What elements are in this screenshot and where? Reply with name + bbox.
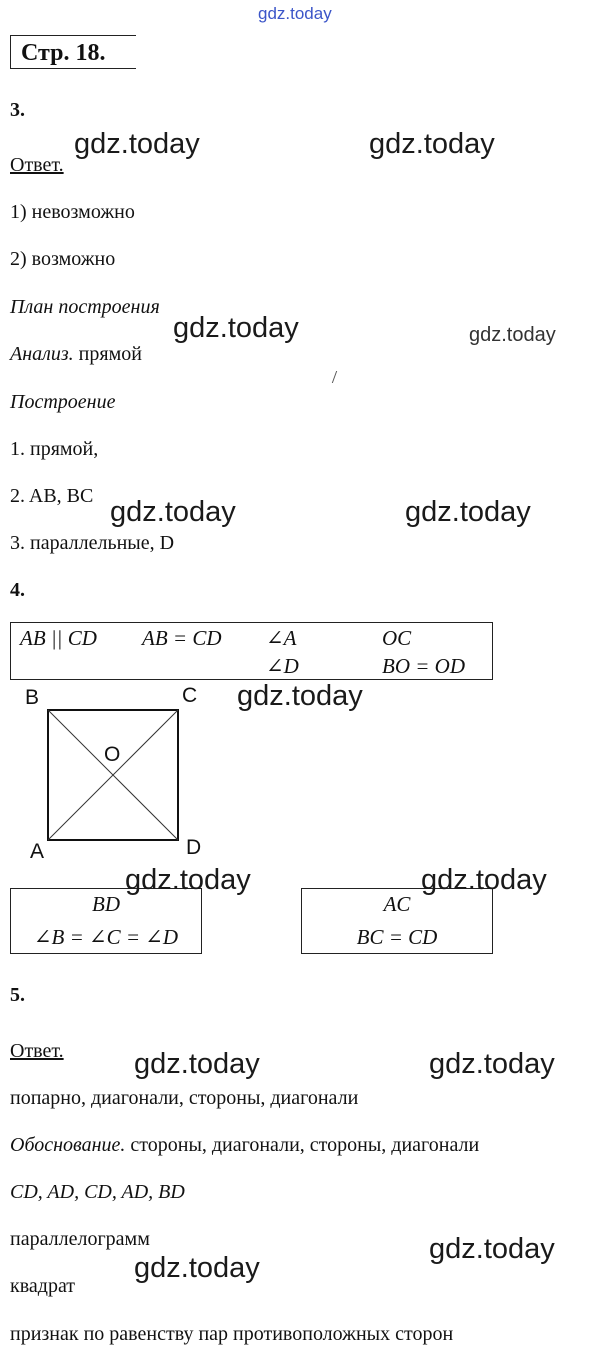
task3-step2: 2. AB, BC (10, 485, 94, 507)
task5-justification (10, 1133, 479, 1157)
task3-analysis-text: прямой (78, 343, 142, 365)
watermark: gdz.today (429, 1233, 555, 1265)
watermark-top: gdz.today (258, 4, 332, 23)
task5-answer-label: Ответ. (10, 1040, 64, 1062)
task4-box-c3a: ∠A (266, 626, 297, 650)
task5-line1: попарно, диагонали, стороны, диагонали (10, 1087, 359, 1109)
task5-line6: признак по равенству пар противоположных сторон (10, 1323, 454, 1345)
watermark: gdz.today (421, 864, 547, 896)
watermark: gdz.today (125, 864, 251, 896)
task4-number: 4. (10, 579, 25, 601)
task5-line3: CD, AD, CD, AD, BD (10, 1181, 185, 1203)
task3-item2: 2) возможно (10, 248, 116, 270)
task4-box-c4a: OC (382, 626, 412, 650)
watermark: gdz.today (429, 1048, 555, 1080)
stray-mark (332, 371, 339, 383)
task3-number: 3. (10, 99, 25, 121)
task5-line5: квадрат (10, 1275, 76, 1297)
task5-line4: параллелограмм (10, 1228, 150, 1250)
task4-box-c1: AB || CD (20, 626, 97, 650)
task3-step3: 3. параллельные, D (10, 532, 175, 554)
watermark: gdz.today (369, 128, 495, 160)
task5-number: 5. (10, 984, 25, 1006)
task3-analysis-label: Анализ. (10, 343, 74, 365)
task4-box-c4b: BO = OD (382, 654, 465, 678)
watermark: gdz.today (74, 128, 200, 160)
watermark: gdz.today (110, 496, 236, 528)
task4-box-left-line2: ∠B = ∠C = ∠D (33, 925, 179, 949)
task3-item1: 1) невозможно (10, 201, 135, 223)
task4-box-right-line1: AC (383, 892, 411, 916)
task4-box-c2: AB = CD (142, 626, 222, 650)
task5-justification-label: Обоснование. (10, 1134, 126, 1156)
vertex-d-label: D (186, 836, 202, 859)
task5-justification-text: стороны, диагонали, стороны, диагонали (130, 1134, 480, 1156)
vertex-o-label: O (104, 743, 121, 766)
watermark: gdz.today (134, 1048, 260, 1080)
task3-plan-label: План построения (10, 296, 160, 318)
vertex-b-label: B (25, 686, 40, 709)
task4-box-c3b: ∠D (266, 654, 299, 678)
task3-answer-label: Ответ. (10, 154, 64, 176)
task4-box-right-line2: BC = CD (356, 925, 438, 949)
task3-step1: 1. прямой, (10, 438, 99, 460)
vertex-c-label: C (182, 684, 198, 707)
watermark: gdz.today (469, 324, 556, 346)
task3-construction-label: Построение (10, 391, 116, 413)
task4-box-left-line1: BD (92, 892, 120, 916)
vertex-a-label: A (30, 840, 45, 863)
task3-analysis (10, 342, 142, 366)
watermark: gdz.today (134, 1252, 260, 1284)
watermark: gdz.today (237, 680, 363, 712)
watermark: gdz.today (405, 496, 531, 528)
watermark: gdz.today (173, 312, 299, 344)
page-header: Стр. 18. (21, 40, 106, 66)
